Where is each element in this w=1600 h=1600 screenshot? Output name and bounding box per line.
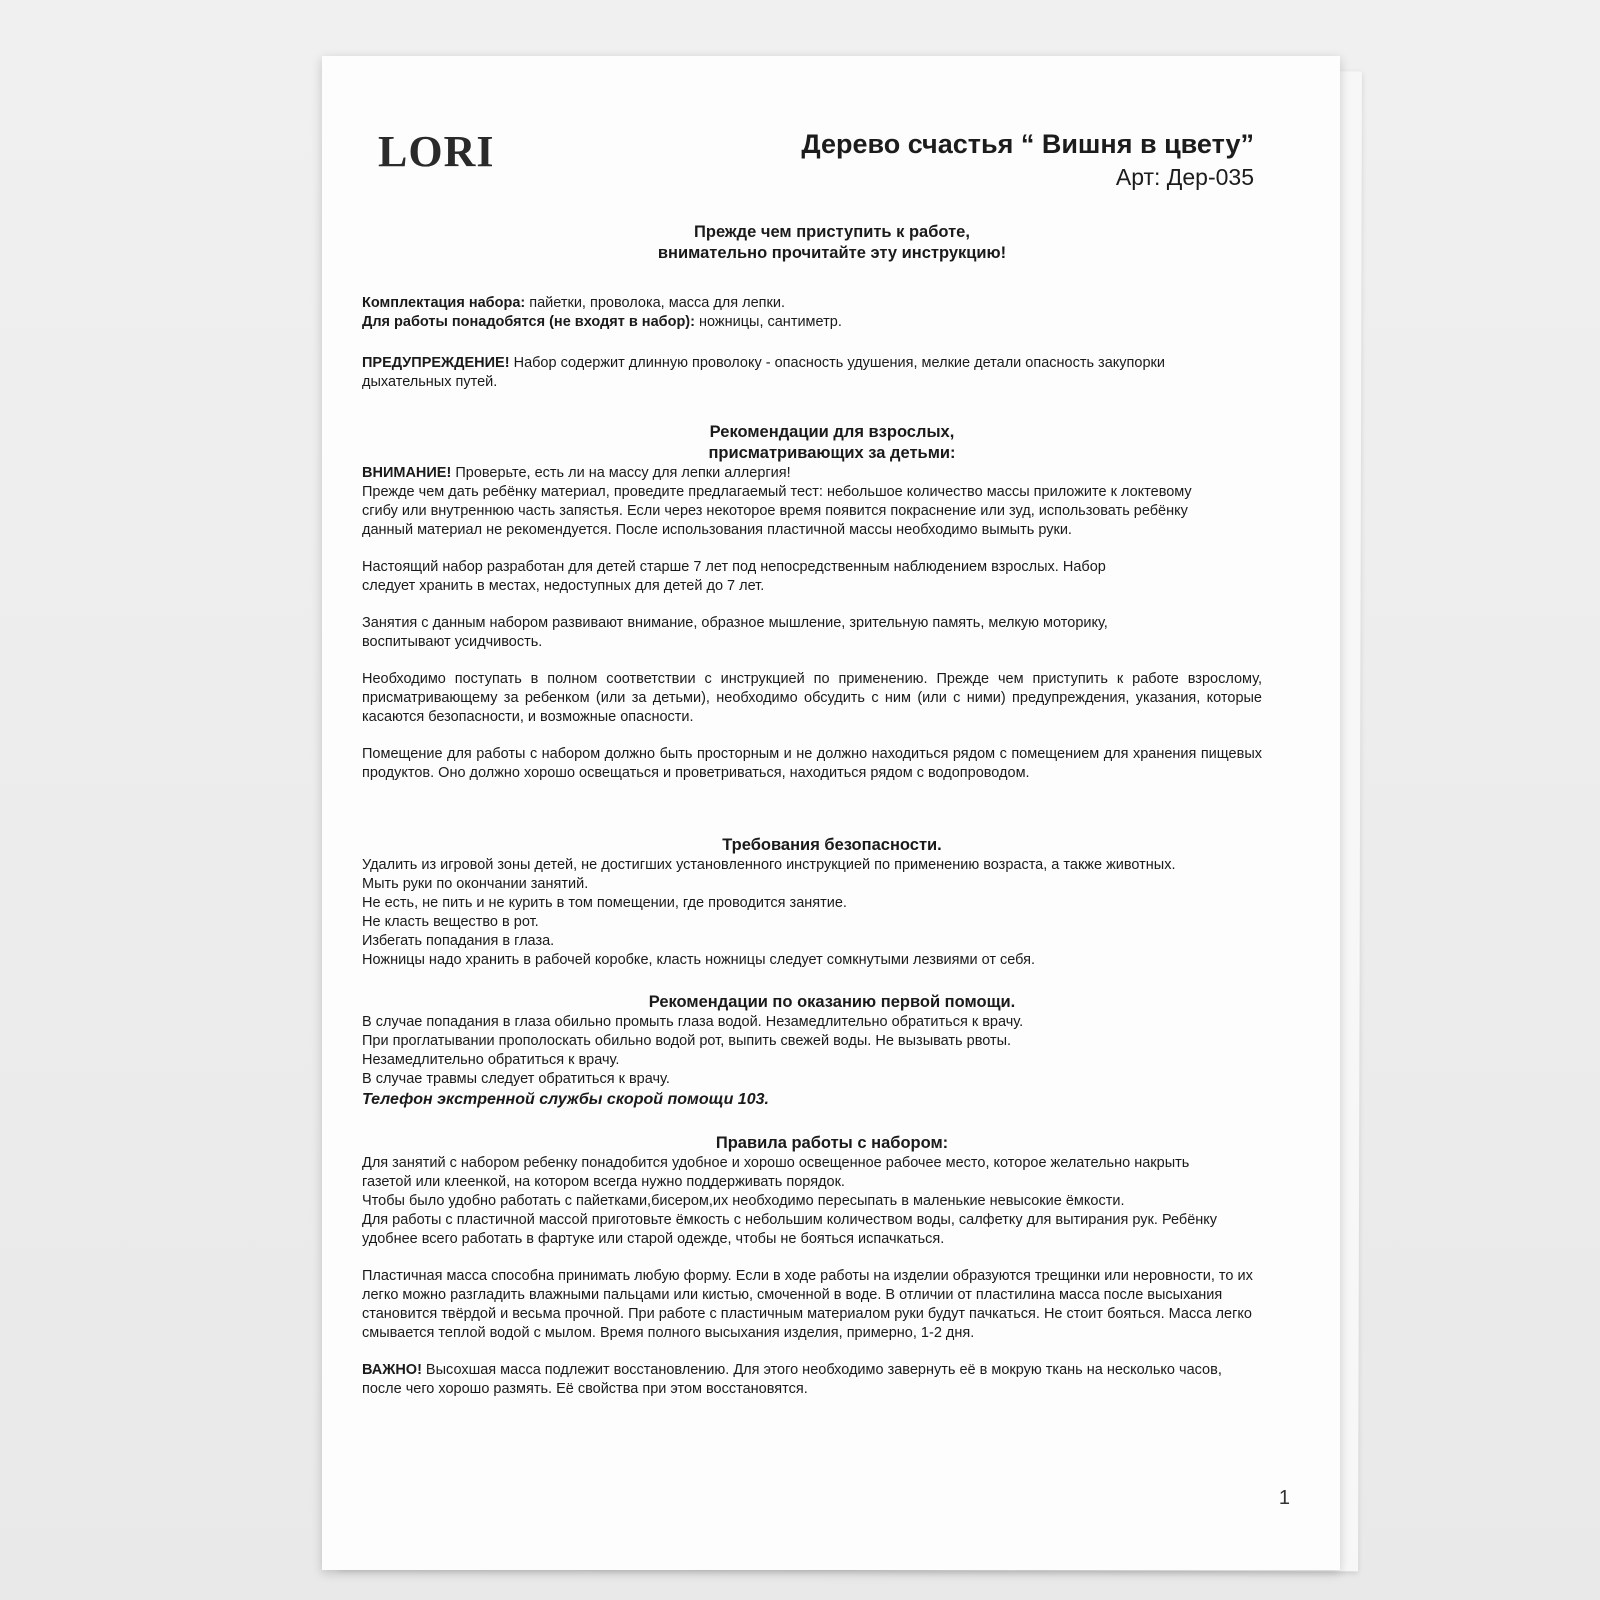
brand-logo: LORI (378, 127, 495, 176)
allergy-test-paragraph: Прежде чем дать ребёнку материал, проведите предлагаемый тест: небольшое количество массы приложите к локтевому сгибу или внутреннюю часть запястья. Если через некоторое время появится покраснение или зуд, использовать ребёнку данный материал не рекомендуется. После использования пластичной массы необходимо вымыть руки. (362, 484, 1192, 538)
safety-item: Избегать попадания в глаза. (362, 933, 555, 949)
rules-heading: Правила работы с набором: (715, 1134, 949, 1152)
document-title: Дерево счастья “ Вишня в цвету” (801, 129, 1254, 159)
adults-heading-line1: Рекомендации для взрослых, (709, 423, 955, 441)
kit-contents-label: Комплектация набора: (362, 295, 526, 311)
kit-needed (362, 313, 1302, 332)
safety-heading: Требования безопасности. (722, 836, 942, 854)
safety-item: Не класть вещество в рот. (362, 914, 539, 930)
article-number: Арт: Дер-035 (1115, 164, 1254, 190)
important-label: ВАЖНО! (362, 1362, 422, 1378)
kit-needed-label: Для работы понадобятся (не входят в набор): (362, 314, 695, 330)
adults-heading-line2: присматривающих за детьми: (708, 444, 956, 462)
follow-instructions-paragraph: Необходимо поступать в полном соответствии с инструкцией по применению. Прежде чем приступить к работе взрослому, присматривающему за ребенком (или за детьми), необходимо обсудить с ним (или с ними) предупреждения, указания, которые касаются безопасности, и возможные опасности. (362, 671, 1262, 725)
kit-contents (362, 294, 1302, 313)
intro-heading-line1: Прежде чем приступить к работе, (694, 223, 970, 241)
warning-paragraph (362, 354, 1222, 392)
document-body (362, 222, 1302, 1399)
intro-heading-line2: внимательно прочитайте эту инструкцию! (657, 244, 1007, 262)
room-paragraph: Помещение для работы с набором должно быть просторным и не должно находиться рядом с помещением для хранения пищевых продуктов. Оно должно хорошо освещаться и проветриваться, находиться рядом с водопроводом. (362, 746, 1262, 781)
age-paragraph: Настоящий набор разработан для детей старше 7 лет под непосредственным наблюдением взрослых. Набор следует хранить в местах, недоступных для детей до 7 лет. (362, 559, 1106, 594)
page-number: 1 (1278, 1487, 1290, 1509)
warning-text: Набор содержит длинную проволоку - опасность удушения, мелкие детали опасность закупорки дыхательных путей. (362, 355, 1165, 390)
firstaid-item: В случае травмы следует обратиться к врачу. (362, 1071, 670, 1087)
rules-paragraph-1: Для занятий с набором ребенку понадобится удобное и хорошо освещенное рабочее место, которое желательно накрыть газетой или клеенкой, на котором всегда нужно поддерживать порядок. (362, 1155, 1190, 1190)
rules-paragraph-4: Пластичная масса способна принимать любую форму. Если в ходе работы на изделии образуются трещинки или неровности, то их легко можно разгладить влажными пальцами или кистью, смоченной в воде. В отличии от пластилина масса после высыхания становится твёрдой и весьма прочной. При работе с пластичным материалом руки будут пачкаться. Не стоит бояться. Масса легко смывается теплой водой с мылом. Время полного высыхания изделия, примерно, 1-2 дня. (362, 1268, 1253, 1341)
kit-needed-text: ножницы, сантиметр. (694, 314, 842, 330)
safety-item: Ножницы надо хранить в рабочей коробке, класть ножницы следует сомкнутыми лезвиями от себя. (362, 952, 1036, 968)
rules-paragraph-2: Чтобы было удобно работать с пайетками,бисером,их необходимо пересыпать в маленькие невысокие ёмкости. (362, 1193, 1125, 1209)
kit-contents-text: пайетки, проволока, масса для лепки. (525, 295, 786, 311)
important-text: Высохшая масса подлежит восстановлению. Для этого необходимо завернуть её в мокрую ткань на несколько часов, после чего хорошо размять. Её свойства при этом восстановятся. (362, 1362, 1222, 1397)
attention-text: Проверьте, есть ли на массу для лепки аллергия! (451, 465, 791, 481)
development-paragraph: Занятия с данным набором развивают внимание, образное мышление, зрительную память, мелкую моторику, воспитывают усидчивость. (362, 615, 1108, 650)
safety-item: Удалить из игровой зоны детей, не достигших установленного инструкцией по применению возраста, а также животных. (362, 857, 1176, 873)
firstaid-item: Незамедлительно обратиться к врачу. (362, 1052, 620, 1068)
firstaid-heading: Рекомендации по оказанию первой помощи. (648, 993, 1016, 1011)
important-paragraph (362, 1361, 1262, 1399)
attention-paragraph (362, 464, 1302, 483)
rules-paragraph-3: Для работы с пластичной массой приготовьте ёмкость с небольшим количеством воды, салфетку для вытирания рук. Ребёнку удобнее всего работать в фартуке или старой одежде, чтобы не бояться испачкаться. (362, 1212, 1218, 1247)
firstaid-item: При проглатывании прополоскать обильно водой рот, выпить свежей воды. Не вызывать рвоты. (362, 1033, 1012, 1049)
warning-label: ПРЕДУПРЕЖДЕНИЕ! (362, 355, 510, 371)
safety-item: Не есть, не пить и не курить в том помещении, где проводится занятие. (362, 895, 847, 911)
instruction-sheet (322, 56, 1340, 1570)
safety-item: Мыть руки по окончании занятий. (362, 876, 589, 892)
emergency-phone: Телефон экстренной службы скорой помощи 103. (362, 1091, 769, 1108)
firstaid-item: В случае попадания в глаза обильно промыть глаза водой. Незамедлительно обратиться к врачу. (362, 1014, 1024, 1030)
attention-label: ВНИМАНИЕ! (362, 465, 452, 481)
